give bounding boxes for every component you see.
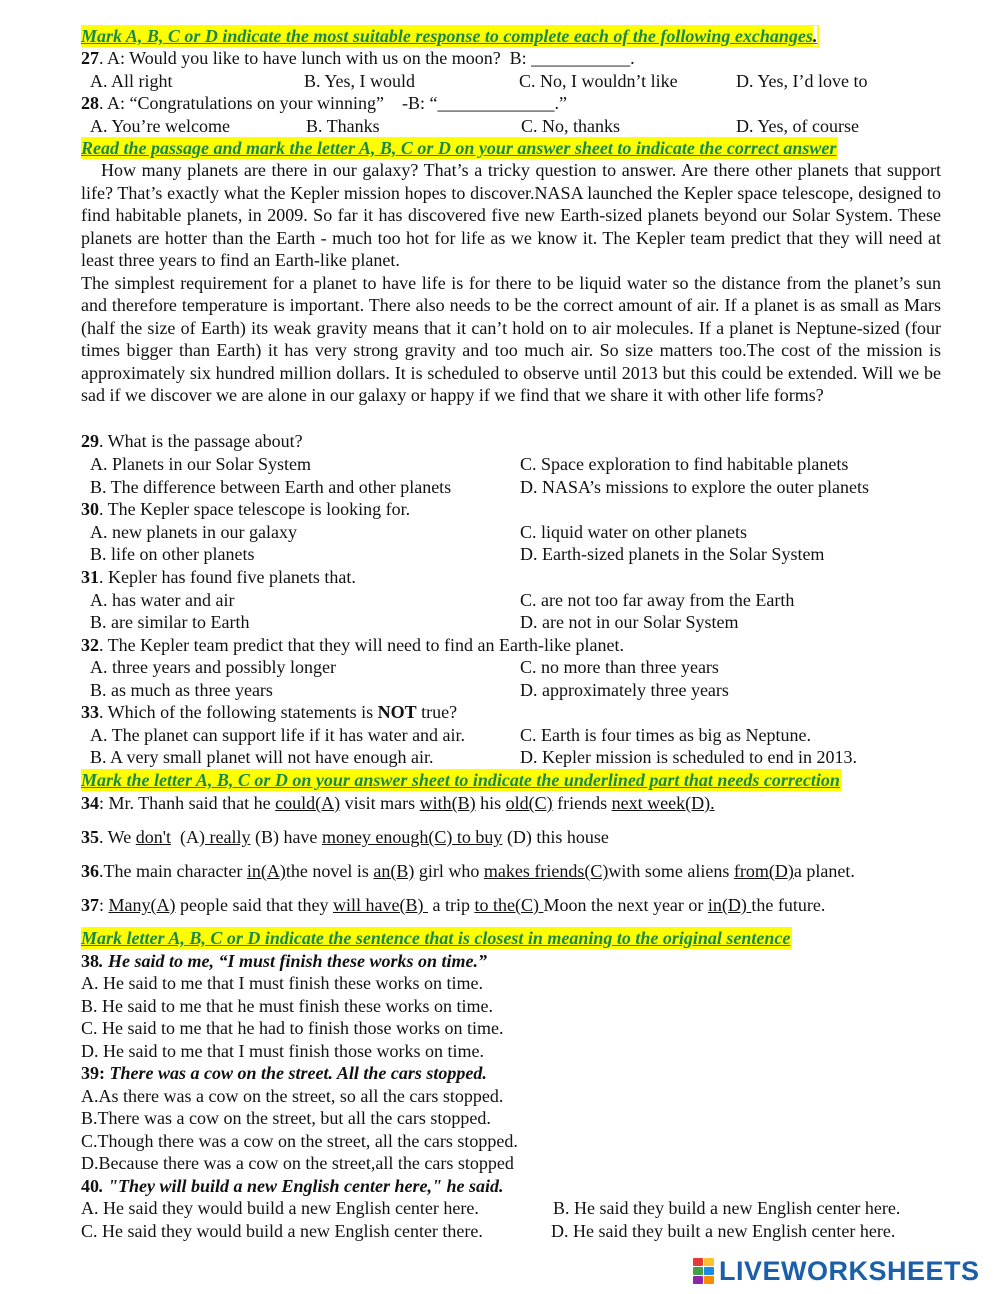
- option-28c[interactable]: C. No, thanks: [521, 116, 620, 136]
- option-39b[interactable]: B.There was a cow on the street, but all the cars stopped.: [81, 1108, 491, 1128]
- option-28b[interactable]: B. Thanks: [306, 116, 380, 136]
- option-40a[interactable]: A. He said they would build a new English center here.: [81, 1198, 479, 1218]
- underlined-34a[interactable]: could(A): [275, 793, 341, 813]
- option-30a[interactable]: A. new planets in our galaxy: [90, 522, 297, 542]
- option-27a[interactable]: A. All right: [90, 71, 173, 91]
- option-33a[interactable]: A. The planet can support life if it has water and air.: [90, 725, 466, 745]
- underlined-34b[interactable]: with(B): [419, 793, 476, 813]
- option-27d[interactable]: D. Yes, I’d love to: [736, 71, 868, 91]
- option-31b[interactable]: B. are similar to Earth: [90, 612, 250, 632]
- option-27c[interactable]: C. No, I wouldn’t like: [519, 71, 678, 91]
- underlined-36a[interactable]: in(A): [246, 861, 286, 881]
- question-37: 37: Many(A) people said that they will have(B) a trip to the(C) Moon the next year or in(D) the future.: [81, 895, 826, 915]
- option-33d[interactable]: D. Kepler mission is scheduled to end in 2013.: [520, 747, 857, 767]
- option-32a[interactable]: A. three years and possibly longer: [90, 657, 336, 677]
- question-31: 31. Kepler has found five planets that.: [81, 567, 356, 587]
- option-29a[interactable]: A. Planets in our Solar System: [90, 454, 311, 474]
- option-31a[interactable]: A. has water and air: [90, 590, 235, 610]
- option-27b[interactable]: B. Yes, I would: [304, 71, 416, 91]
- liveworksheets-logo-icon: [693, 1258, 715, 1284]
- option-29d[interactable]: D. NASA’s missions to explore the outer planets: [520, 477, 869, 497]
- option-32c[interactable]: C. no more than three years: [520, 657, 719, 677]
- section-header-correction: Mark the letter A, B, C or D on your answer sheet to indicate the underlined part that needs correction: [81, 770, 840, 790]
- underlined-36d[interactable]: from(D): [733, 861, 794, 881]
- question-29: 29. What is the passage about?: [81, 431, 303, 451]
- question-27: 27. A: Would you like to have lunch with us on the moon? B: ___________.: [81, 48, 635, 68]
- option-32b[interactable]: B. as much as three years: [90, 680, 273, 700]
- option-39d[interactable]: D.Because there was a cow on the street,all the cars stopped: [81, 1153, 514, 1173]
- question-28: 28. A: “Congratulations on your winning” -B: “_____________.”: [81, 93, 567, 113]
- option-29c[interactable]: C. Space exploration to find habitable planets: [520, 454, 849, 474]
- passage-paragraph-1: How many planets are there in our galaxy? That’s a tricky question to answer. Are there other planets that support life? That’s exactly what the Kepler mission hopes to discover.NASA launched the Kepler space telescope, designed to find habitable planets, in 2009. So far it has discovered five new Earth-sized planets beyond our Solar System. These planets are hotter than the Earth - much too hot for life as we know it. The Kepler team predict that they will need at least three years to find an Earth-like planet.: [81, 160, 941, 270]
- option-38d[interactable]: D. He said to me that I must finish those works on time.: [81, 1041, 484, 1061]
- option-29b[interactable]: B. The difference between Earth and other planets: [90, 477, 452, 497]
- underlined-37d[interactable]: in(D): [707, 895, 752, 915]
- option-30c[interactable]: C. liquid water on other planets: [520, 522, 747, 542]
- option-31c[interactable]: C. are not too far away from the Earth: [520, 590, 795, 610]
- reading-passage: [81, 159, 941, 407]
- option-38a[interactable]: A. He said to me that I must finish these works on time.: [81, 973, 483, 993]
- option-38b[interactable]: B. He said to me that he must finish these works on time.: [81, 996, 493, 1016]
- option-28d[interactable]: D. Yes, of course: [736, 116, 859, 136]
- question-40: 40. "They will build a new English center here," he said.: [81, 1176, 504, 1196]
- underlined-37c[interactable]: to the(C): [474, 895, 544, 915]
- underlined-37b[interactable]: will have(B): [332, 895, 428, 915]
- underlined-35d[interactable]: to buy: [452, 827, 503, 847]
- section-header-reading: Read the passage and mark the letter A, B, C or D on your answer sheet to indicate the correct answer: [81, 138, 837, 158]
- option-38c[interactable]: C. He said to me that he had to finish those works on time.: [81, 1018, 504, 1038]
- underlined-34d[interactable]: next week(D).: [611, 793, 715, 813]
- option-40b[interactable]: B. He said they build a new English center here.: [553, 1198, 901, 1218]
- option-30b[interactable]: B. life on other planets: [90, 544, 255, 564]
- passage-paragraph-2: The simplest requirement for a planet to have life is for there to be liquid water so the distance from the planet’s sun and therefore temperature is important. There also needs to be the correct amount of air. If a planet is as small as Mars (half the size of Earth) its weak gravity means that it can’t hold on to air molecules. If a planet is Neptune-sized (four times bigger than Earth) it has very strong gravity and too much air. So size matters too.The cost of the mission is approximately six hundred million dollars. It is scheduled to observe until 2013 but this could be extended. Will we be sad if we discover we are alone in our galaxy or happy if we find that we share it with other life forms?: [81, 272, 941, 405]
- logo-text: LIVEWORKSHEETS: [719, 1255, 980, 1286]
- question-34: 34: Mr. Thanh said that he could(A) visit mars with(B) his old(C) friends next week(D).: [81, 793, 715, 813]
- question-32: 32. The Kepler team predict that they will need to find an Earth-like planet.: [81, 635, 624, 655]
- option-33c[interactable]: C. Earth is four times as big as Neptune.: [520, 725, 811, 745]
- option-39c[interactable]: C.Though there was a cow on the street, all the cars stopped.: [81, 1131, 518, 1151]
- underlined-35c[interactable]: money enough(C): [321, 827, 453, 847]
- underlined-34c[interactable]: old(C): [505, 793, 553, 813]
- option-32d[interactable]: D. approximately three years: [520, 680, 729, 700]
- option-40d[interactable]: D. He said they built a new English center here.: [551, 1221, 896, 1241]
- question-36: 36.The main character in(A)the novel is an(B) girl who makes friends(C)with some aliens from(D)a planet.: [81, 861, 855, 881]
- option-40c[interactable]: C. He said they would build a new English center there.: [81, 1221, 483, 1241]
- question-33: 33. Which of the following statements is NOT true?: [81, 702, 458, 722]
- question-39: 39: There was a cow on the street. All the cars stopped.: [81, 1063, 487, 1083]
- option-33b[interactable]: B. A very small planet will not have enough air.: [90, 747, 434, 767]
- section-header-exchanges: Mark A, B, C or D indicate the most suitable response to complete each of the following exchanges.: [81, 26, 818, 46]
- liveworksheets-logo[interactable]: [693, 1256, 980, 1286]
- underlined-36c[interactable]: makes friends(C): [483, 861, 609, 881]
- section-header-meaning: Mark letter A, B, C or D indicate the sentence that is closest in meaning to the original sentence: [81, 928, 791, 948]
- underlined-35a[interactable]: don't: [135, 827, 171, 847]
- underlined-36b[interactable]: an(B): [373, 861, 415, 881]
- option-31d[interactable]: D. are not in our Solar System: [520, 612, 739, 632]
- question-30: 30. The Kepler space telescope is looking for.: [81, 499, 411, 519]
- option-28a[interactable]: A. You’re welcome: [90, 116, 230, 136]
- option-30d[interactable]: D. Earth-sized planets in the Solar System: [520, 544, 825, 564]
- underlined-35b[interactable]: really: [204, 827, 251, 847]
- question-38: 38. He said to me, “I must finish these works on time.”: [81, 951, 488, 971]
- option-39a[interactable]: A.As there was a cow on the street, so all the cars stopped.: [81, 1086, 504, 1106]
- underlined-37a[interactable]: Many(A): [108, 895, 176, 915]
- question-35: 35. We don't (A) really (B) have money enough(C) to buy (D) this house: [81, 827, 609, 847]
